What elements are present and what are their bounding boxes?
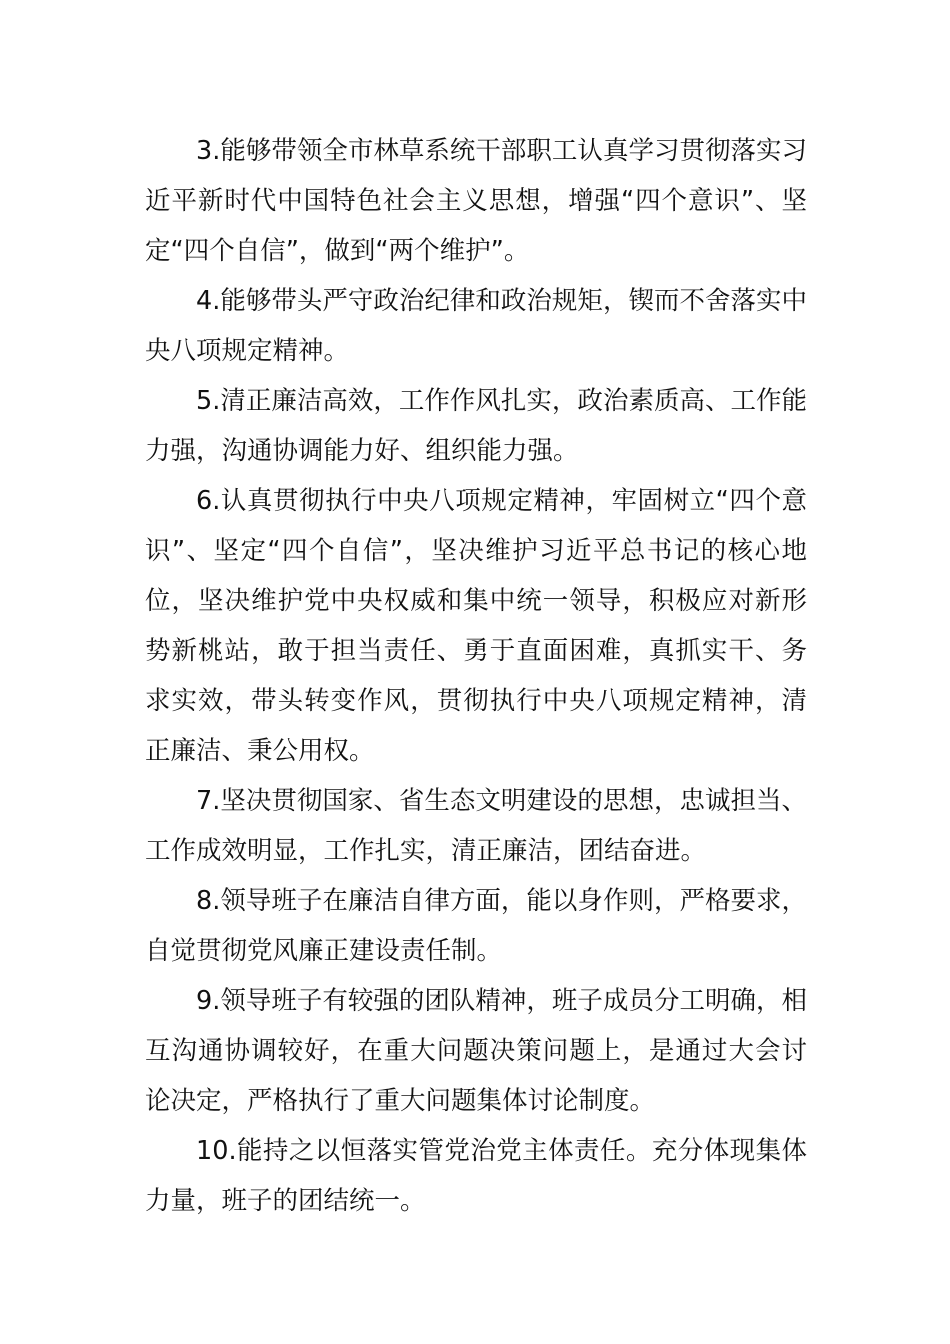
list-item: 6.认真贯彻执行中央八项规定精神，牢固树立“四个意识”、坚定“四个自信”，坚决维护习近平总书记的核心地位，坚决维护党中央权威和集中统一领导，积极应对新形势新桃站，敢于担当责任、勇于直面困难，真抓实干、务求实效，带头转变作风，贯彻执行中央八项规定精神，清正廉洁、秉公用权。 xyxy=(145,486,807,766)
list-item: 4.能够带头严守政治纪律和政治规矩，锲而不舍落实中央八项规定精神。 xyxy=(145,286,807,366)
list-item: 10.能持之以恒落实管党治党主体责任。充分体现集体力量，班子的团结统一。 xyxy=(145,1136,807,1216)
list-item: 3.能够带领全市林草系统干部职工认真学习贯彻落实习近平新时代中国特色社会主义思想，增强“四个意识”、坚定“四个自信”，做到“两个维护”。 xyxy=(145,136,807,266)
document-body xyxy=(145,126,807,1226)
list-item: 8.领导班子在廉洁自律方面，能以身作则，严格要求，自觉贯彻党风廉正建设责任制。 xyxy=(145,886,807,966)
list-item: 9.领导班子有较强的团队精神，班子成员分工明确，相互沟通协调较好，在重大问题决策问题上，是通过大会讨论决定，严格执行了重大问题集体讨论制度。 xyxy=(145,986,807,1116)
list-item: 5.清正廉洁高效，工作作风扎实，政治素质高、工作能力强，沟通协调能力好、组织能力强。 xyxy=(145,386,807,466)
list-item: 7.坚决贯彻国家、省生态文明建设的思想，忠诚担当、工作成效明显，工作扎实，清正廉洁，团结奋进。 xyxy=(145,786,807,866)
